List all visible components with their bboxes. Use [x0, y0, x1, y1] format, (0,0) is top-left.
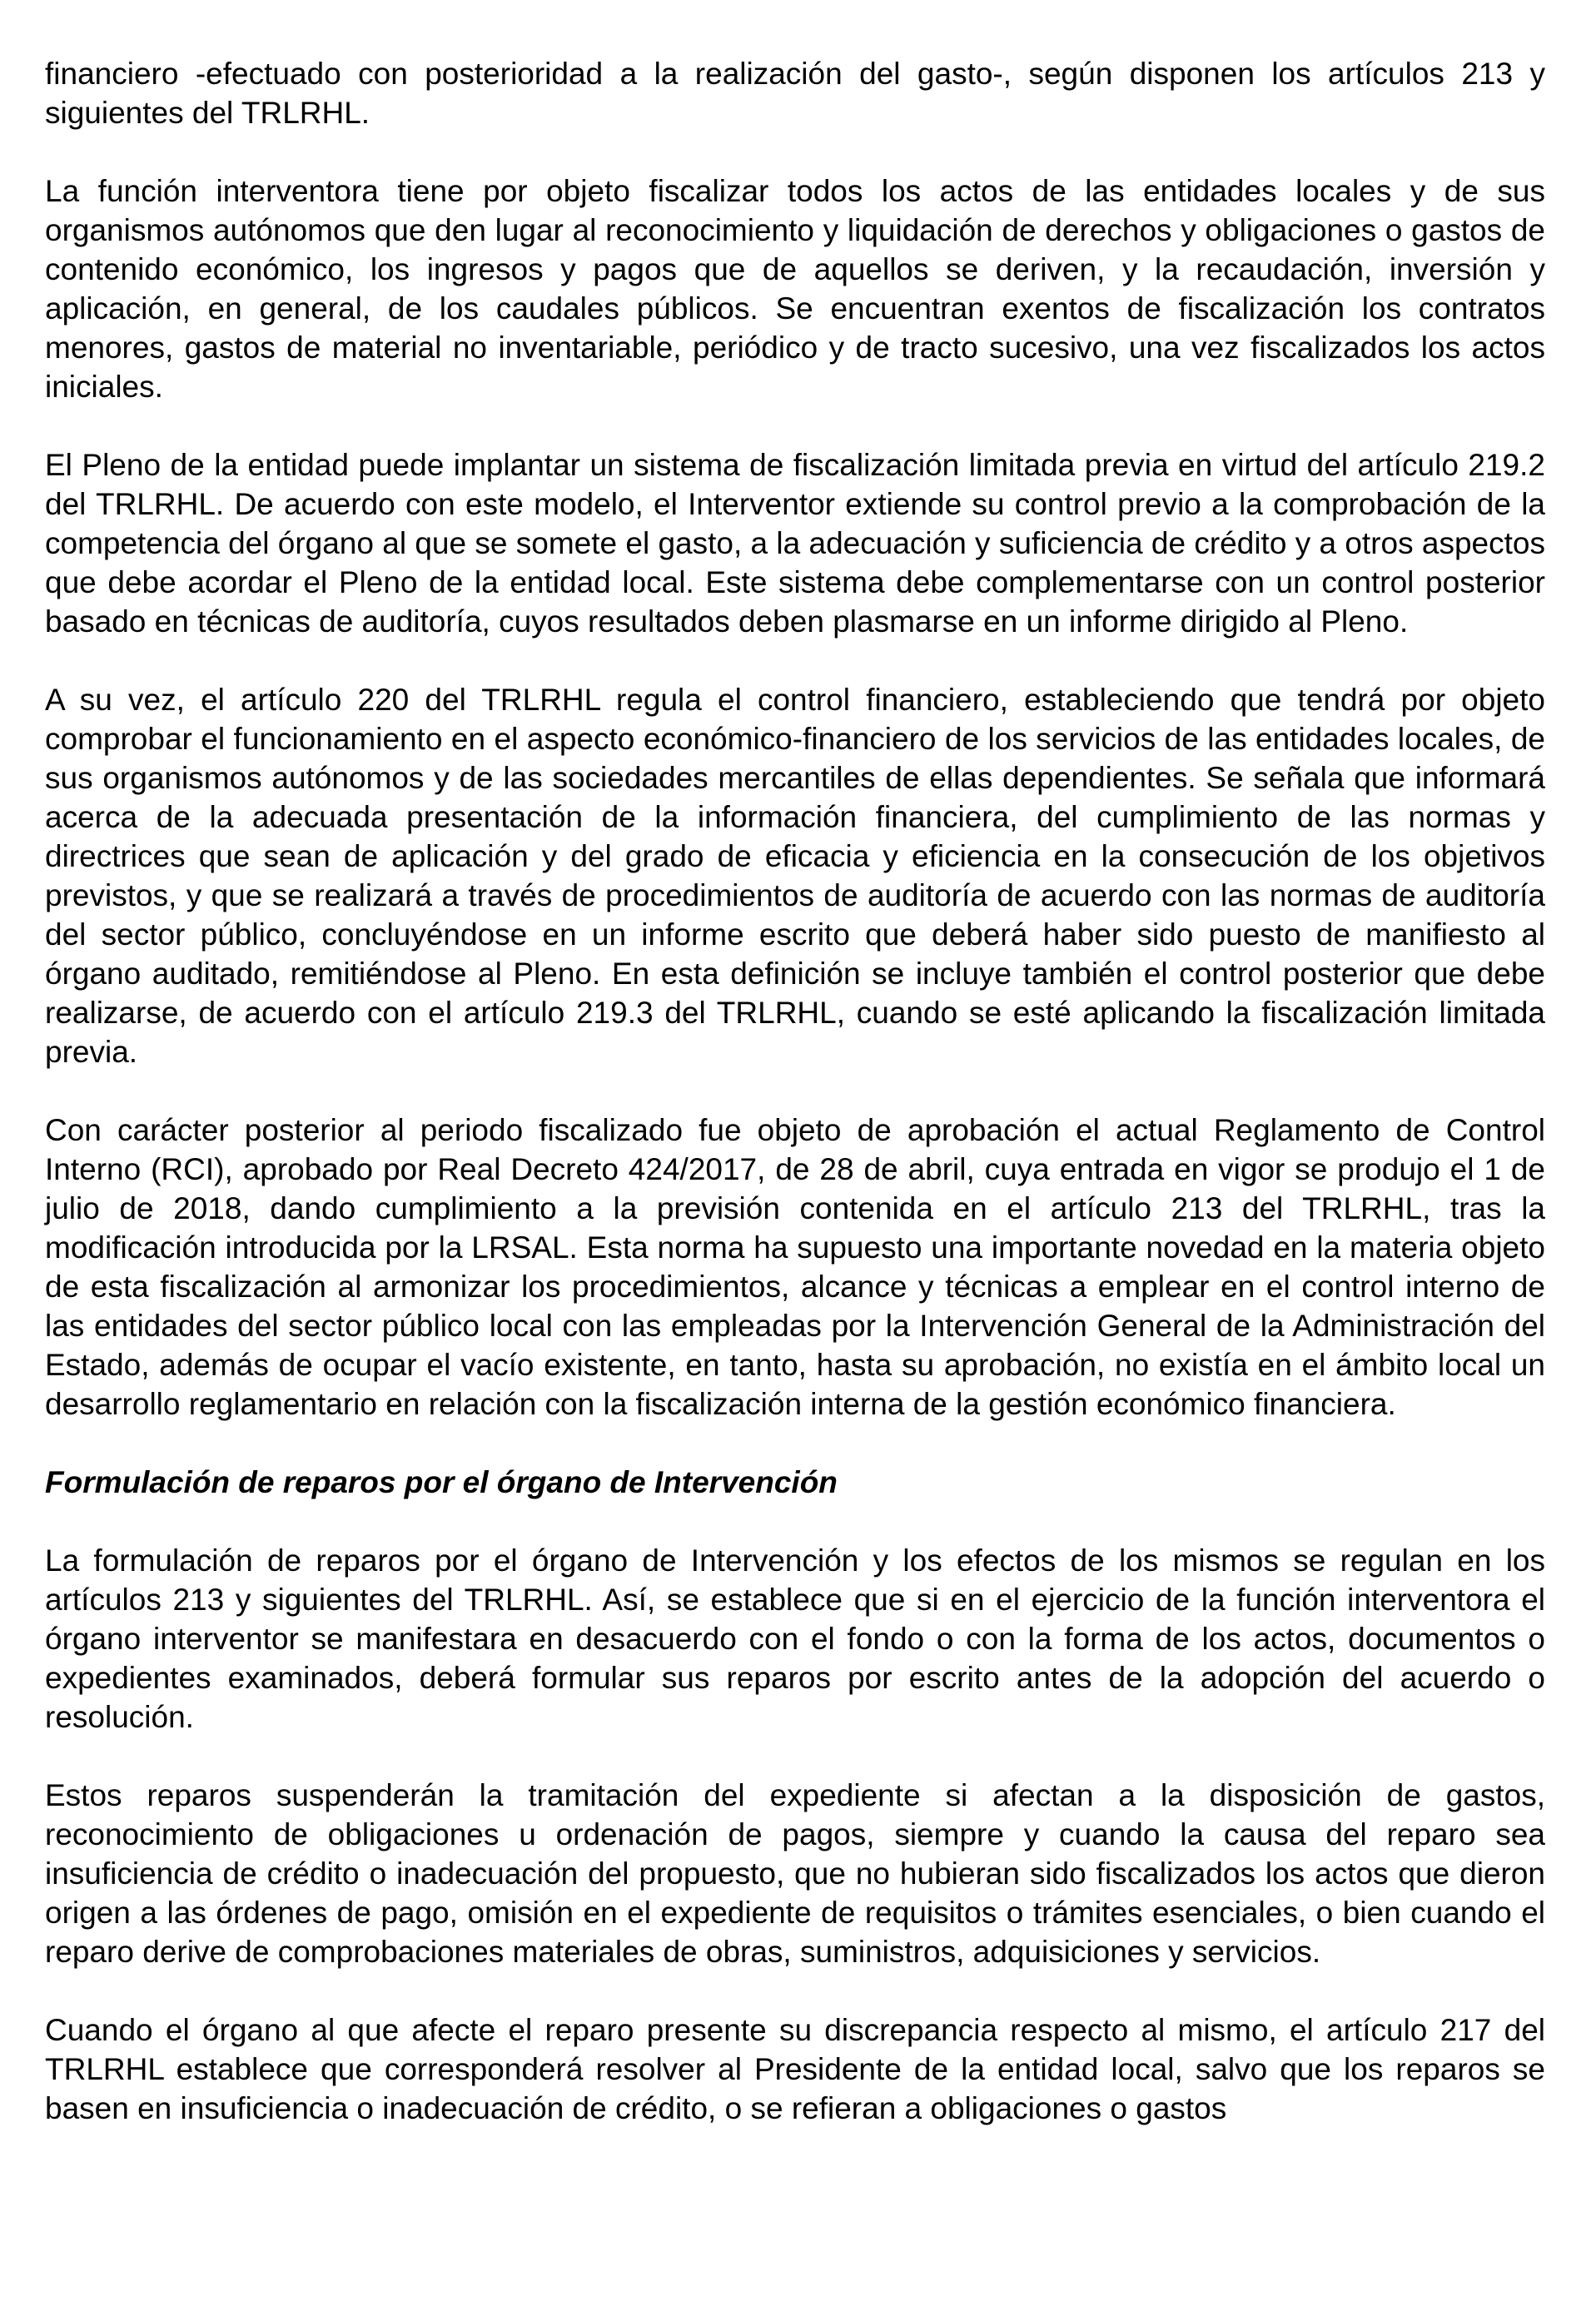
section-heading-formulacion-reparos: Formulación de reparos por el órgano de Intervención [45, 1465, 838, 1499]
paragraph-pleno-fiscalizacion-limitada: El Pleno de la entidad puede implantar un sistema de fiscalización limitada previa en virtud del artículo 219.2 del TRLRHL. De acuerdo con este modelo, el Interventor extiende su control previo a la comprobación de la competencia del órgano al que se somete el gasto, a la adecuación y suficiencia de crédito y a otros aspectos que debe acordar el Pleno de la entidad local. Este sistema debe complementarse con un control posterior basado en técnicas de auditoría, cuyos resultados deben plasmarse en un informe dirigido al Pleno. [45, 448, 1545, 639]
paragraph-reglamento-control-interno: Con carácter posterior al periodo fiscalizado fue objeto de aprobación el actual Reglamento de Control Interno (RCI), aprobado por Real Decreto 424/2017, de 28 de abril, cuya entrada en vigor se produjo el 1 de julio de 2018, dando cumplimiento a la previsión contenida en el artículo 213 del TRLRHL, tras la modificación introducida por la LRSAL. Esta norma ha supuesto una importante novedad en la materia objeto de esta fiscalización al armonizar los procedimientos, alcance y técnicas a emplear en el control interno de las entidades del sector público local con las empleadas por la Intervención General de la Administración del Estado, además de ocupar el vacío existente, en tanto, hasta su aprobación, no existía en el ámbito local un desarrollo reglamentario en relación con la fiscalización interna de la gestión económico financiera. [45, 1113, 1545, 1421]
paragraph-discrepancia-art217: Cuando el órgano al que afecte el reparo presente su discrepancia respecto al mismo, el artículo 217 del TRLRHL establece que corresponderá resolver al Presidente de la entidad local, salvo que los reparos se basen en insuficiencia o inadecuación de crédito, o se refieran a obligaciones o gastos [45, 2013, 1545, 2125]
paragraph-control-financiero-art220: A su vez, el artículo 220 del TRLRHL regula el control financiero, estableciendo que tendrá por objeto comprobar el funcionamiento en el aspecto económico-financiero de los servicios de las entidades locales, de sus organismos autónomos y de las sociedades mercantiles de ellas dependientes. Se señala que informará acerca de la adecuada presentación de la información financiera, del cumplimiento de las normas y directrices que sean de aplicación y del grado de eficacia y eficiencia en la consecución de los objetivos previstos, y que se realizará a través de procedimientos de auditoría de acuerdo con las normas de auditoría del sector público, concluyéndose en un informe escrito que deberá haber sido puesto de manifiesto al órgano auditado, remitiéndose al Pleno. En esta definición se incluye también el control posterior que debe realizarse, de acuerdo con el artículo 219.3 del TRLRHL, cuando se esté aplicando la fiscalización limitada previa. [45, 683, 1545, 1069]
paragraph-funcion-interventora: La función interventora tiene por objeto fiscalizar todos los actos de las entidades locales y de sus organismos autónomos que den lugar al reconocimiento y liquidación de derechos y obligaciones o gastos de contenido económico, los ingresos y pagos que de aquellos se deriven, y la recaudación, inversión y aplicación, en general, de los caudales públicos. Se encuentran exentos de fiscalización los contratos menores, gastos de material no inventariable, periódico y de tracto sucesivo, una vez fiscalizados los actos iniciales. [45, 174, 1545, 404]
paragraph-reparos-suspension: Estos reparos suspenderán la tramitación del expediente si afectan a la disposición de gastos, reconocimiento de obligaciones u ordenación de pagos, siempre y cuando la causa del reparo sea insuficiencia de crédito o inadecuación del propuesto, que no hubieran sido fiscalizados los actos que dieron origen a las órdenes de pago, omisión en el expediente de requisitos o trámites esenciales, o bien cuando el reparo derive de comprobaciones materiales de obras, suministros, adquisiciones y servicios. [45, 1778, 1545, 1969]
paragraph-formulacion-reparos: La formulación de reparos por el órgano de Intervención y los efectos de los mismos se regulan en los artículos 213 y siguientes del TRLRHL. Así, se establece que si en el ejercicio de la función interventora el órgano interventor se manifestara en desacuerdo con el fondo o con la forma de los actos, documentos o expedientes examinados, deberá formular sus reparos por escrito antes de la adopción del acuerdo o resolución. [45, 1543, 1545, 1734]
paragraph-continuation-trlrhl: financiero -efectuado con posterioridad a la realización del gasto-, según disponen los artículos 213 y siguientes del TRLRHL. [45, 57, 1545, 130]
